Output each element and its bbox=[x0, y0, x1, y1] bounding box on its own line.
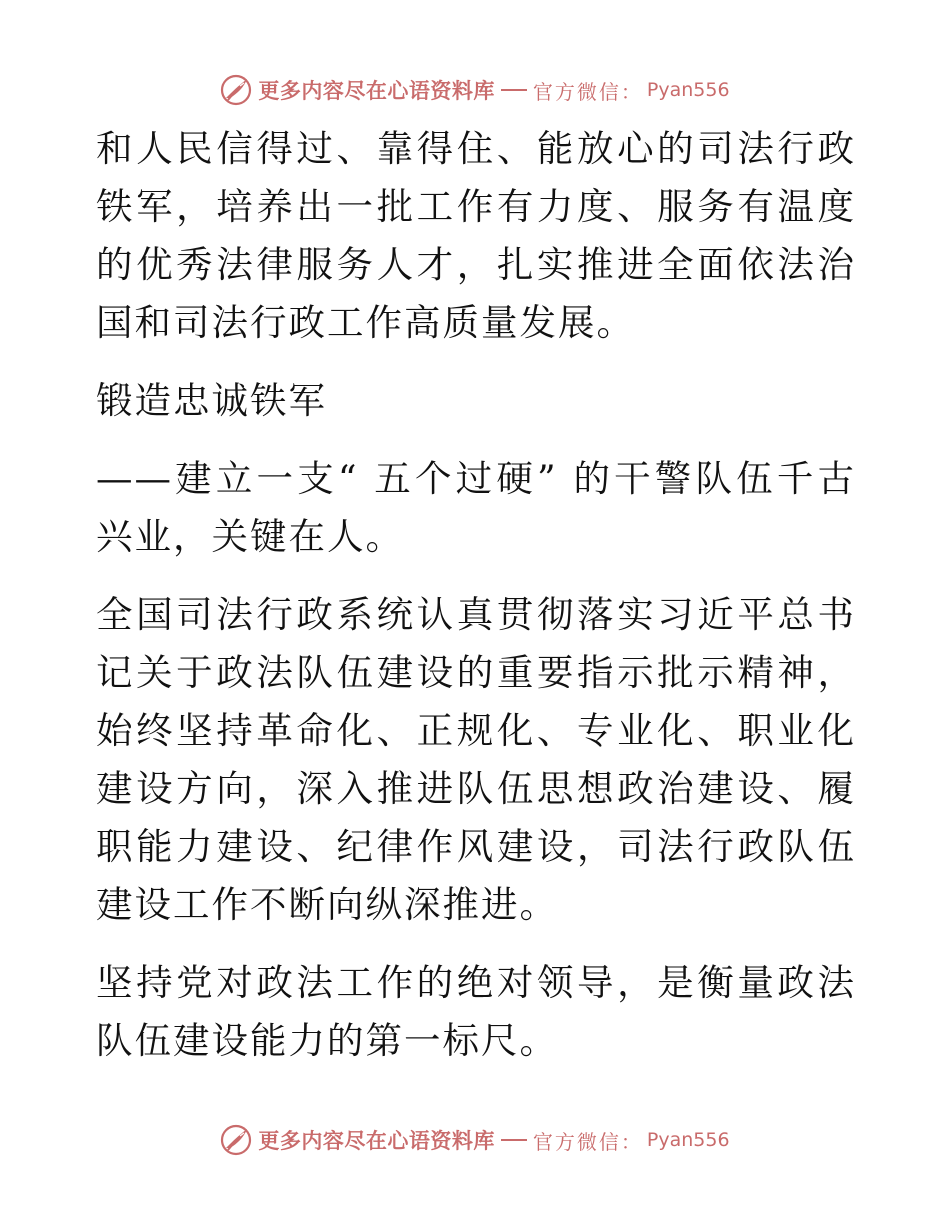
header-wechat-id: Pyan556 bbox=[646, 79, 730, 101]
footer-brand-text: 更多内容尽在心语资料库 bbox=[258, 1128, 495, 1153]
quill-pen-logo-icon bbox=[220, 1124, 252, 1156]
header-divider bbox=[501, 89, 527, 91]
paragraph-4: 坚持党对政法工作的绝对领导，是衡量政法队伍建设能力的第一标尺。 bbox=[96, 961, 856, 1062]
header-brand-text: 更多内容尽在心语资料库 bbox=[258, 78, 495, 103]
footer-wechat-id: Pyan556 bbox=[646, 1129, 730, 1151]
header-banner bbox=[0, 70, 950, 110]
header-wechat-label: 官方微信： bbox=[532, 79, 643, 104]
footer-banner bbox=[0, 1120, 950, 1160]
quill-pen-logo-icon bbox=[220, 74, 252, 106]
paragraph-1: 和人民信得过、靠得住、能放心的司法行政铁军，培养出一批工作有力度、服务有温度的优秀法律服务人才，扎实推进全面依法治国和司法行政工作高质量发展。 bbox=[96, 127, 856, 344]
paragraph-3: 全国司法行政系统认真贯彻落实习近平总书记关于政法队伍建设的重要指示批示精神，始终坚持革命化、正规化、专业化、职业化建设方向，深入推进队伍思想政治建设、履职能力建设、纪律作风建设，司法行政队伍建设工作不断向纵深推进。 bbox=[96, 593, 856, 926]
document-body bbox=[96, 120, 856, 1090]
footer-wechat-label: 官方微信： bbox=[532, 1129, 643, 1154]
section-heading: 锻造忠诚铁军 bbox=[96, 379, 327, 422]
footer-divider bbox=[501, 1139, 527, 1141]
paragraph-2: ——建立一支“ 五个过硬” 的干警队伍千古兴业，关键在人。 bbox=[96, 457, 856, 558]
